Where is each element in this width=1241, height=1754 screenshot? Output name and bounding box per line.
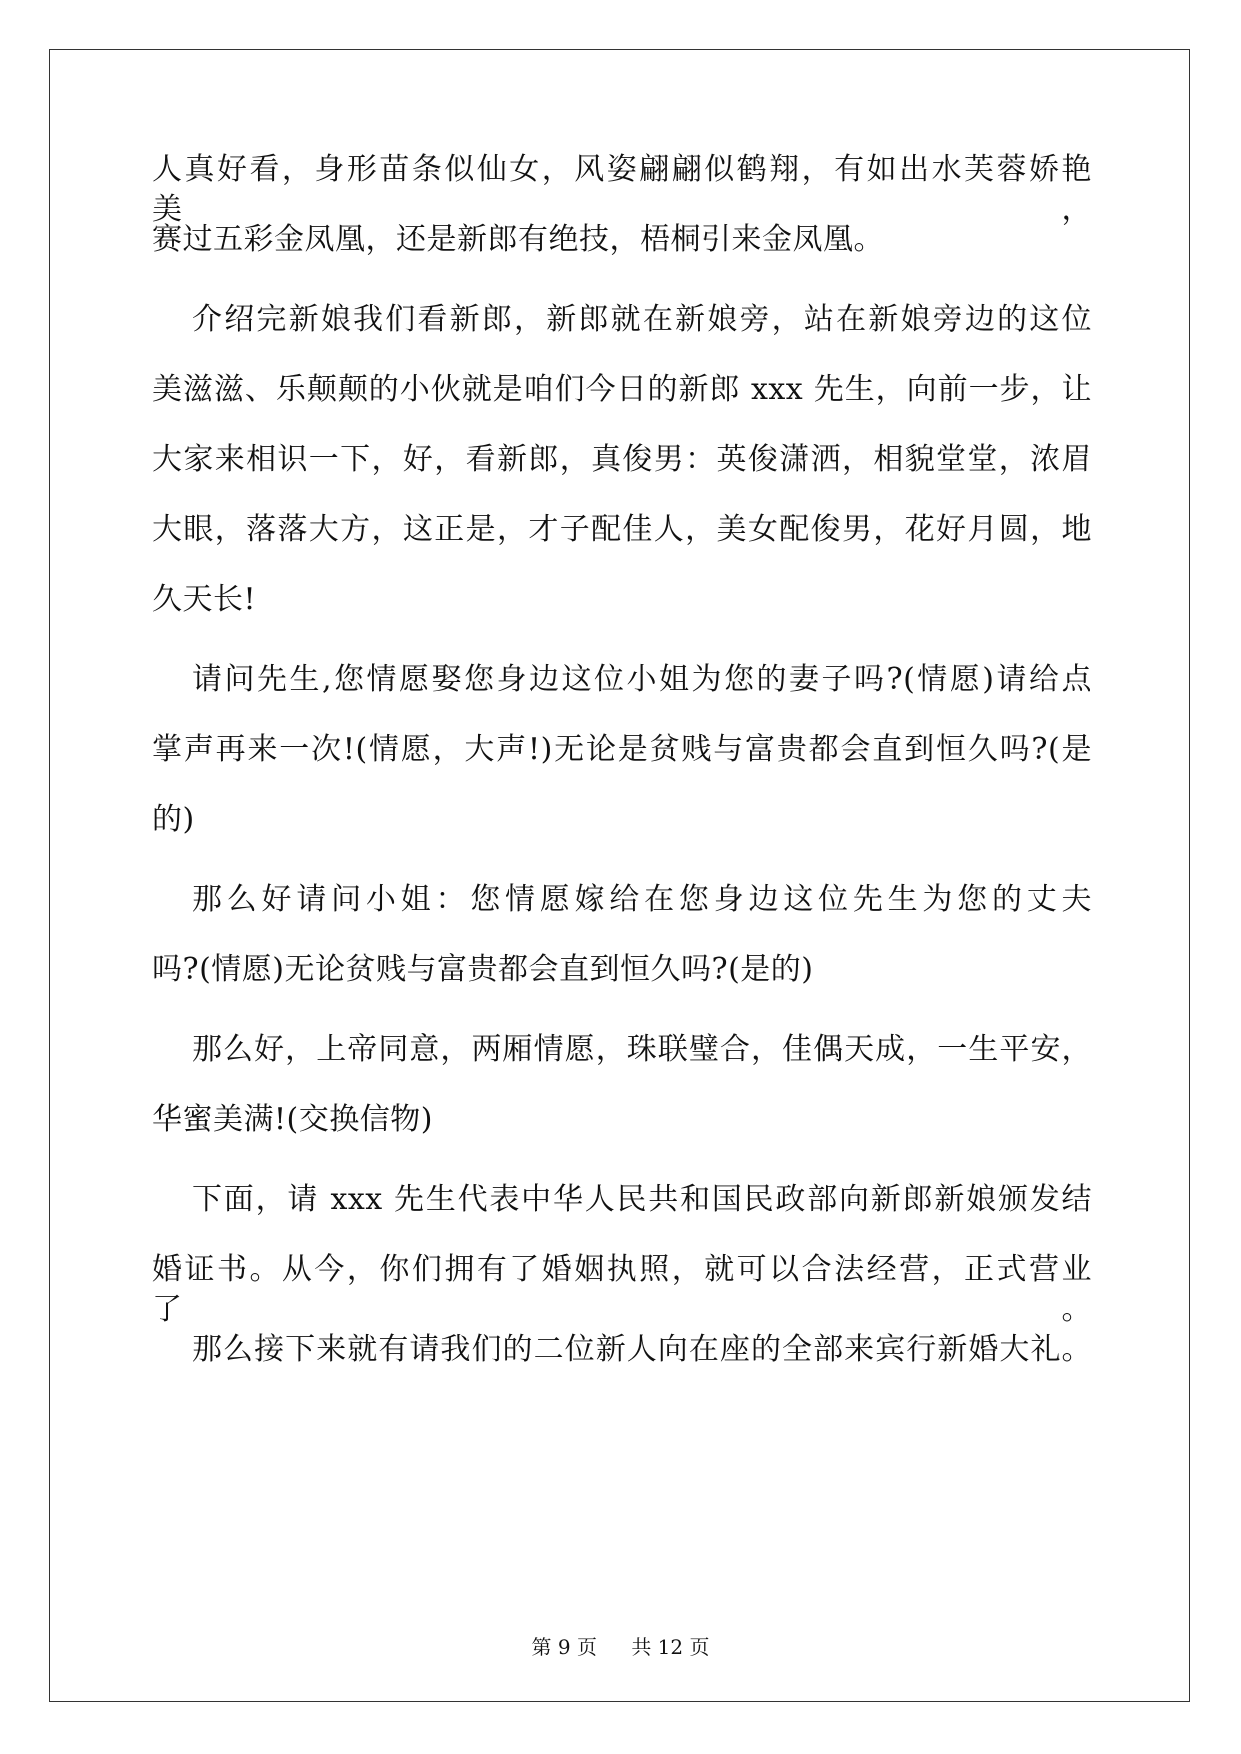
text-line: 大家来相识一下，好，看新郎，真俊男：英俊潇洒，相貌堂堂，浓眉 [152, 442, 1092, 477]
paragraph-first-line: 介绍完新娘我们看新郎，新郎就在新娘旁，站在新娘旁边的这位 [192, 302, 1092, 337]
page-footer [0, 1634, 1241, 1660]
paragraph-first-line: 下面，请 xxx 先生代表中华人民共和国民政部向新郎新娘颁发结 [192, 1182, 1092, 1217]
text-line: 赛过五彩金凤凰，还是新郎有绝技，梧桐引来金凤凰。 [152, 222, 884, 257]
text-line: 美滋滋、乐颠颠的小伙就是咱们今日的新郎 xxx 先生，向前一步，让 [152, 372, 1092, 407]
paragraph-first-line: 请问先生,您情愿娶您身边这位小姐为您的妻子吗?(情愿)请给点 [192, 662, 1092, 697]
text-line: 华蜜美满!(交换信物) [152, 1102, 433, 1137]
text-line: 大眼，落落大方，这正是，才子配佳人，美女配俊男，花好月圆，地 [152, 512, 1092, 547]
paragraph-first-line: 那么好，上帝同意，两厢情愿，珠联璧合，佳偶天成，一生平安， [192, 1032, 1092, 1067]
text-line: 人真好看，身形苗条似仙女，风姿翩翩似鹤翔，有如出水芙蓉娇艳美， [152, 152, 1092, 227]
text-line: 吗?(情愿)无论贫贱与富贵都会直到恒久吗?(是的) [152, 952, 814, 987]
page-number: 第 9 页 [531, 1635, 597, 1659]
paragraph-first-line: 那么接下来就有请我们的二位新人向在座的全部来宾行新婚大礼。 [192, 1332, 1092, 1367]
page-total: 共 12 页 [631, 1635, 710, 1659]
text-line: 掌声再来一次!(情愿，大声!)无论是贫贱与富贵都会直到恒久吗?(是 [152, 732, 1092, 767]
text-line: 的) [152, 802, 195, 837]
paragraph-first-line: 那么好请问小姐：您情愿嫁给在您身边这位先生为您的丈夫 [192, 882, 1092, 917]
text-line: 婚证书。从今，你们拥有了婚姻执照，就可以合法经营，正式营业了。 [152, 1252, 1092, 1327]
text-line: 久天长! [152, 582, 257, 617]
page-border [49, 49, 1190, 1702]
